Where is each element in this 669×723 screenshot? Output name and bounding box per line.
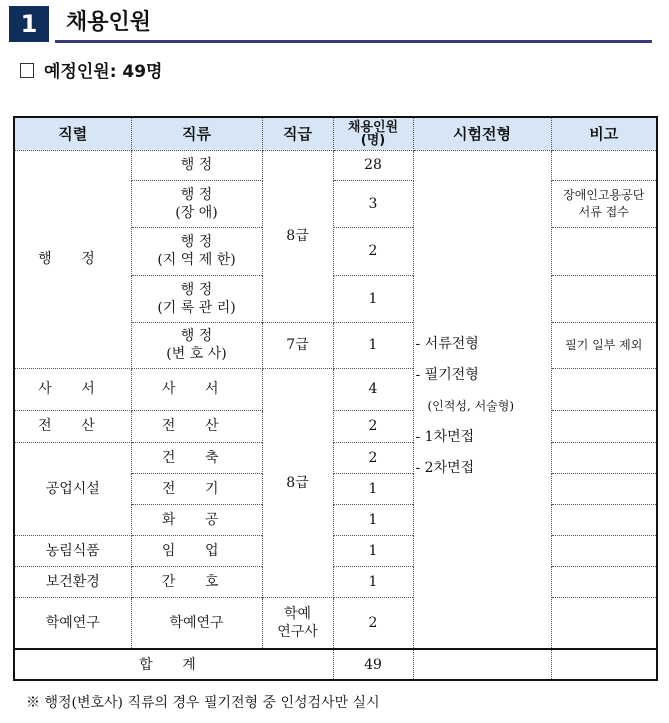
exam-step: - 2차면접: [415, 459, 475, 476]
table-row: [14, 150, 657, 180]
cell-note: 필기 일부 제외: [551, 322, 657, 368]
cell-count: 1: [333, 535, 413, 566]
table-row: [14, 535, 657, 566]
table-row: [14, 410, 657, 442]
cell-count: 1: [333, 504, 413, 535]
cell-series: 공업시설: [14, 442, 131, 535]
cell-total-exam: [413, 649, 551, 680]
cell-count: 2: [333, 597, 413, 649]
cell-series: 전 산: [14, 410, 131, 442]
square-bullet-icon: [20, 63, 34, 78]
subheading-text: 예정인원: 49명: [44, 62, 163, 82]
cell-count: 2: [333, 442, 413, 473]
section-number-badge: 1: [9, 6, 49, 42]
subheading: [20, 60, 162, 84]
cell-count: 1: [333, 322, 413, 368]
cell-category: 행 정: [131, 150, 262, 180]
cell-count: 1: [333, 566, 413, 597]
cell-count: 28: [333, 150, 413, 180]
cell-category: 전 산: [131, 410, 262, 442]
cell-series: 학예연구: [14, 597, 131, 649]
cell-category: 임 업: [131, 535, 262, 566]
cell-note: [551, 473, 657, 504]
cell-note: [551, 504, 657, 535]
cell-category: 행 정 (기 록 관 리): [131, 275, 262, 322]
cell-note: 장애인고용공단 서류 접수: [551, 180, 657, 227]
cell-note: [551, 227, 657, 275]
cell-count: 2: [333, 227, 413, 275]
cell-series: 행 정: [14, 150, 131, 368]
cell-note: [551, 150, 657, 180]
exam-step-detail: (인적성, 서술형): [427, 398, 515, 413]
cell-series: 보건환경: [14, 566, 131, 597]
cell-total-note: [551, 649, 657, 680]
table-row: [14, 566, 657, 597]
cell-count: 1: [333, 275, 413, 322]
section-title: 채용인원: [66, 10, 152, 35]
cell-category: 사 서: [131, 368, 262, 410]
cell-note: [551, 597, 657, 649]
cell-note: [551, 410, 657, 442]
cell-category: 행 정 (변 호 사): [131, 322, 262, 368]
header-grade: 직급: [262, 117, 333, 150]
cell-count: 4: [333, 368, 413, 410]
footnote: ※ 행정(변호사) 직류의 경우 필기전형 중 인성검사만 실시: [26, 695, 380, 711]
cell-note: [551, 368, 657, 410]
cell-count: 3: [333, 180, 413, 227]
exam-step: - 필기전형: [415, 366, 479, 383]
cell-total-count: 49: [333, 649, 413, 680]
cell-category: 전 기: [131, 473, 262, 504]
table-row: [14, 442, 657, 473]
cell-category: 화 공: [131, 504, 262, 535]
cell-category: 행 정 (지 역 제 한): [131, 227, 262, 275]
cell-note: [551, 566, 657, 597]
cell-count: 2: [333, 410, 413, 442]
exam-step: - 서류전형: [415, 335, 479, 352]
exam-step: - 1차면접: [415, 428, 475, 445]
cell-grade: 8급: [262, 368, 333, 597]
table-header-row: [14, 117, 657, 150]
header-count: 채용인원 (명): [333, 117, 413, 150]
cell-grade: 학예 연구사: [262, 597, 333, 649]
cell-category: 학예연구: [131, 597, 262, 649]
cell-grade: 8급: [262, 150, 333, 322]
table-total-row: [14, 649, 657, 680]
cell-grade: 7급: [262, 322, 333, 368]
header-series: 직렬: [14, 117, 131, 150]
cell-note: [551, 442, 657, 473]
cell-note: [551, 535, 657, 566]
header-note: 비고: [551, 117, 657, 150]
cell-series: 농림식품: [14, 535, 131, 566]
cell-category: 간 호: [131, 566, 262, 597]
cell-count: 1: [333, 473, 413, 504]
section-underline: [55, 40, 652, 43]
cell-category: 행 정 (장 애): [131, 180, 262, 227]
cell-category: 건 축: [131, 442, 262, 473]
cell-exam-process: [413, 150, 551, 649]
header-exam: 시험전형: [413, 117, 551, 150]
cell-note: [551, 275, 657, 322]
table-row: [14, 597, 657, 649]
recruitment-table: [13, 116, 658, 681]
cell-total-label: 합 계: [14, 649, 333, 680]
cell-series: 사 서: [14, 368, 131, 410]
table-row: [14, 368, 657, 410]
header-category: 직류: [131, 117, 262, 150]
